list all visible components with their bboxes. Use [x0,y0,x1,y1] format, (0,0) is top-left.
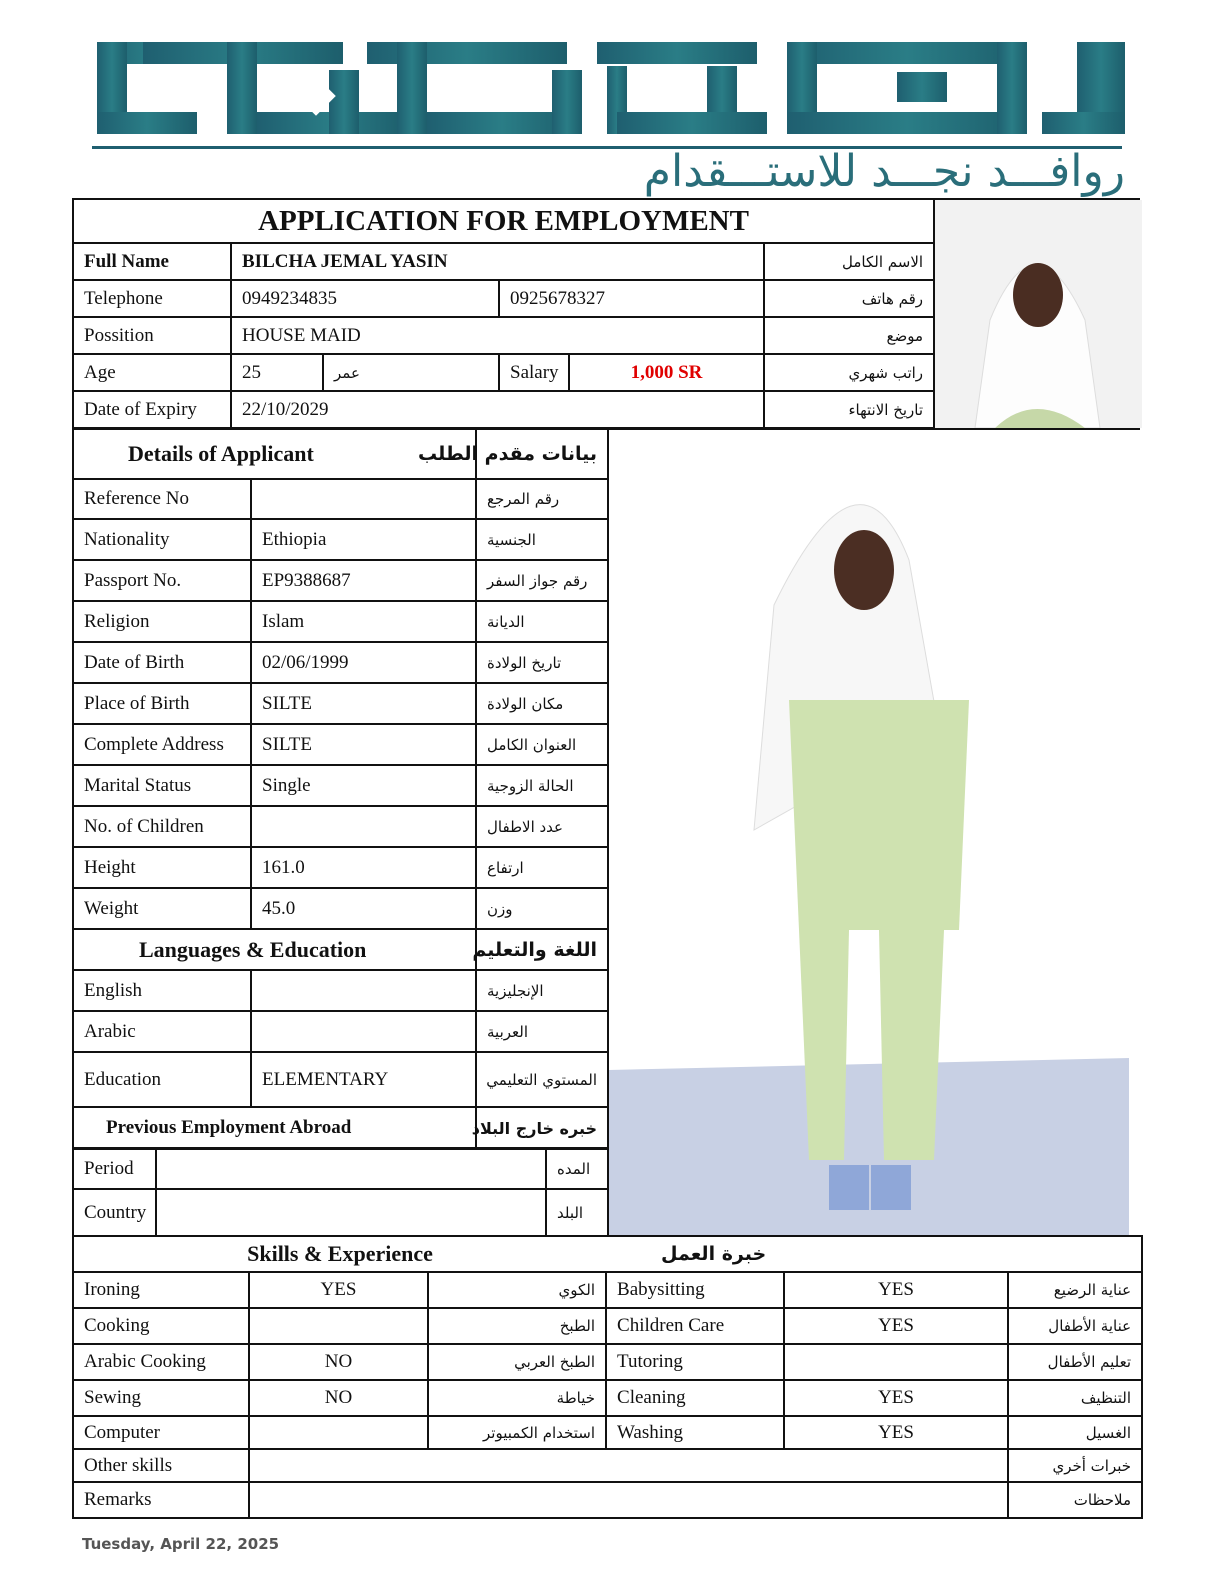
details-row-label-ar: ارتفاع [476,847,608,888]
skills-heading-ar: خبرة العمل [606,1236,1142,1272]
details-row-label-ar: الديانة [476,601,608,642]
details-row [73,806,608,847]
position-label: Possition [73,317,231,354]
skills-heading: Skills & Experience [73,1236,606,1272]
skill-right-label: Babysitting [606,1272,784,1308]
previous-row-value [156,1148,546,1189]
details-row-value: Islam [251,601,476,642]
other-skills-label-ar: خبرات أخري [1008,1449,1142,1482]
details-row-value: Single [251,765,476,806]
skills-row [73,1272,1142,1308]
previous-heading: Previous Employment Abroad [73,1107,476,1149]
previous-row-label-ar: البلد [546,1189,608,1236]
previous-row-label-ar: المده [546,1148,608,1189]
details-row [73,479,608,519]
details-row-label-ar: تاريخ الولادة [476,642,608,683]
form-title: APPLICATION FOR EMPLOYMENT [73,199,934,243]
languages-heading: Languages & Education [73,929,476,970]
telephone-label: Telephone [73,280,231,317]
skill-right-label-ar: عناية الرضيع [1008,1272,1142,1308]
skill-right-label-ar: التنظيف [1008,1380,1142,1416]
company-logo [97,42,1125,197]
skill-left-value [249,1308,428,1344]
skill-right-value: YES [784,1380,1008,1416]
skills-row [73,1416,1142,1449]
details-row [73,683,608,724]
skills-row [73,1344,1142,1380]
languages-row-label: Education [73,1052,251,1107]
footer-date: Tuesday, April 22, 2025 [82,1535,280,1553]
skills-table [72,1235,1143,1519]
details-row [73,724,608,765]
languages-row [73,970,608,1011]
position-label-ar: موضع [764,317,934,354]
details-row [73,847,608,888]
full-name-label: Full Name [73,243,231,280]
skill-right-label: Cleaning [606,1380,784,1416]
expiry-value: 22/10/2029 [231,391,764,428]
details-row-label-ar: عدد الاطفال [476,806,608,847]
details-row-value [251,479,476,519]
details-row-label: Reference No [73,479,251,519]
previous-row [73,1189,608,1236]
details-row-label-ar: مكان الولادة [476,683,608,724]
age-label: Age [73,354,231,391]
languages-row-value [251,970,476,1011]
skill-left-label-ar: خياطة [428,1380,606,1416]
languages-row-label-ar: العربية [476,1011,608,1052]
details-row [73,642,608,683]
languages-row-label: English [73,970,251,1011]
skill-left-value: YES [249,1272,428,1308]
details-heading: Details of Applicant [73,429,476,479]
skill-right-label-ar: عناية الأطفال [1008,1308,1142,1344]
details-row-label-ar: الحالة الزوجية [476,765,608,806]
telephone-label-ar: رقم هاتف [764,280,934,317]
languages-row [73,1052,608,1107]
details-row-label: Date of Birth [73,642,251,683]
details-row-label: Complete Address [73,724,251,765]
skill-left-value: NO [249,1380,428,1416]
details-row-value: EP9388687 [251,560,476,601]
logo-tagline: روافـــد نجـــد للاستـــقدام [643,146,1125,197]
skill-left-label-ar: الكوي [428,1272,606,1308]
details-row-label: Marital Status [73,765,251,806]
details-row-value: 45.0 [251,888,476,929]
portrait-photo [933,198,1140,426]
salary-value: 1,000 SR [569,354,764,391]
age-label-ar: عمر [323,354,499,391]
details-row [73,519,608,560]
languages-row-label-ar: الإنجليزية [476,970,608,1011]
skill-left-label: Arabic Cooking [73,1344,249,1380]
skill-left-label: Computer [73,1416,249,1449]
skill-left-label-ar: الطبخ العربي [428,1344,606,1380]
details-row-label: Height [73,847,251,888]
expiry-label: Date of Expiry [73,391,231,428]
details-row-label-ar: وزن [476,888,608,929]
details-row-value: SILTE [251,683,476,724]
skill-left-value [249,1416,428,1449]
skill-right-value: YES [784,1308,1008,1344]
skill-right-label: Tutoring [606,1344,784,1380]
details-row-value: Ethiopia [251,519,476,560]
previous-heading-ar: خبره خارج البلاد [476,1107,608,1149]
other-skills-label: Other skills [73,1449,249,1482]
remarks-label: Remarks [73,1482,249,1518]
details-table [72,428,609,1150]
skill-left-label: Sewing [73,1380,249,1416]
details-row-label: Religion [73,601,251,642]
details-heading-ar: بيانات مقدم الطلب [476,429,608,479]
languages-row [73,1011,608,1052]
skill-left-label: Ironing [73,1272,249,1308]
previous-row-label: Period [73,1148,156,1189]
other-skills-value [249,1449,1008,1482]
details-row-label: Nationality [73,519,251,560]
skill-right-value [784,1344,1008,1380]
skill-right-label: Children Care [606,1308,784,1344]
details-row-label: No. of Children [73,806,251,847]
details-row-label-ar: رقم جواز السفر [476,560,608,601]
age-value: 25 [231,354,323,391]
salary-label: Salary [499,354,569,391]
details-row-value: SILTE [251,724,476,765]
previous-row-value [156,1189,546,1236]
full-body-photo [607,428,1140,1235]
skills-row [73,1308,1142,1344]
expiry-label-ar: تاريخ الانتهاء [764,391,934,428]
languages-heading-ar: اللغة والتعليم [476,929,608,970]
previous-table [72,1147,609,1237]
skill-left-label: Cooking [73,1308,249,1344]
skill-right-label-ar: الغسيل [1008,1416,1142,1449]
header-table [72,198,935,429]
details-row-label-ar: العنوان الكامل [476,724,608,765]
previous-row [73,1148,608,1189]
skill-left-label-ar: استخدام الكمبيوتر [428,1416,606,1449]
details-row-value: 161.0 [251,847,476,888]
telephone-value-2: 0925678327 [499,280,764,317]
details-row-label-ar: الجنسية [476,519,608,560]
details-row-value: 02/06/1999 [251,642,476,683]
telephone-value-1: 0949234835 [231,280,499,317]
full-name-value: BILCHA JEMAL YASIN [231,243,764,280]
details-row [73,888,608,929]
languages-row-label: Arabic [73,1011,251,1052]
details-row-value [251,806,476,847]
details-row-label: Place of Birth [73,683,251,724]
position-value: HOUSE MAID [231,317,764,354]
skill-right-label-ar: تعليم الأطفال [1008,1344,1142,1380]
salary-label-ar: راتب شهري [764,354,934,391]
skills-row [73,1380,1142,1416]
skill-right-value: YES [784,1416,1008,1449]
remarks-label-ar: ملاحظات [1008,1482,1142,1518]
remarks-value [249,1482,1008,1518]
previous-row-label: Country [73,1189,156,1236]
details-row [73,601,608,642]
languages-row-value [251,1011,476,1052]
details-row-label-ar: رقم المرجع [476,479,608,519]
skill-right-label: Washing [606,1416,784,1449]
details-row [73,560,608,601]
full-name-label-ar: الاسم الكامل [764,243,934,280]
languages-row-label-ar: المستوي التعليمي [476,1052,608,1107]
details-row [73,765,608,806]
details-row-label: Weight [73,888,251,929]
details-row-label: Passport No. [73,560,251,601]
skill-left-value: NO [249,1344,428,1380]
skill-right-value: YES [784,1272,1008,1308]
skill-left-label-ar: الطبخ [428,1308,606,1344]
languages-row-value: ELEMENTARY [251,1052,476,1107]
